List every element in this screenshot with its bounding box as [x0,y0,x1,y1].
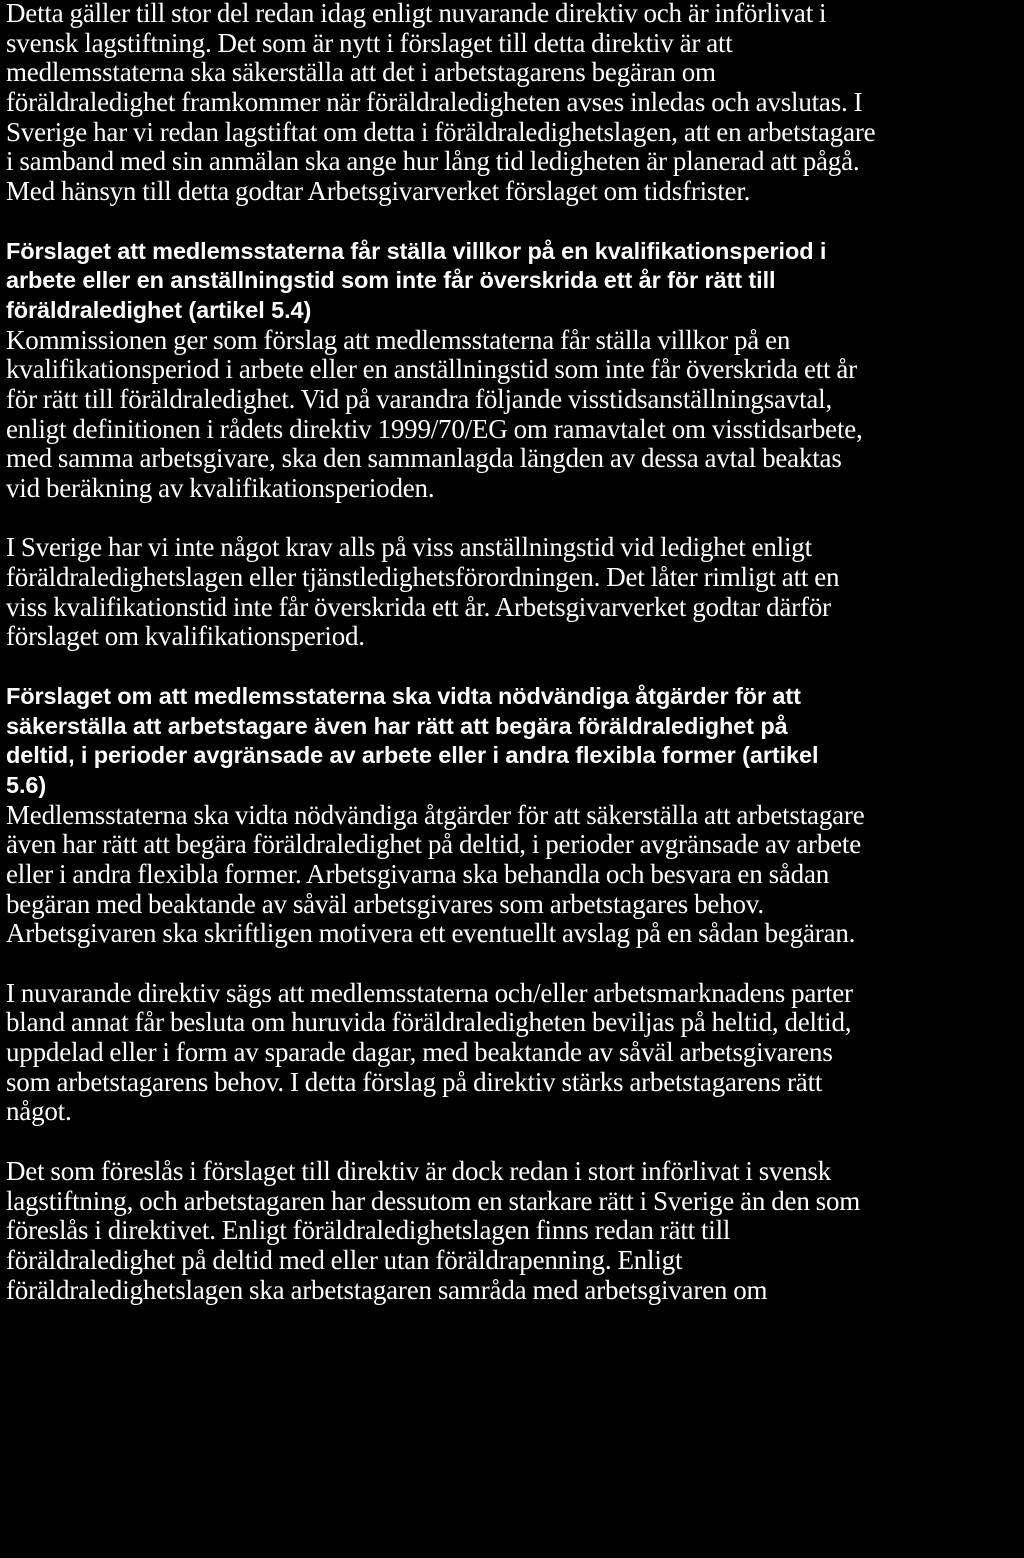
text-line: även har rätt att begära föräldraledighet på deltid, i perioder avgränsade av arbete [6,829,862,860]
heading-line: säkerställa att arbetstagare även har rätt att begära föräldraledighet på [6,712,788,739]
text-line: något. [6,1096,72,1127]
text-line: Arbetsgivaren ska skriftligen motivera ett eventuellt avslag på en sådan begäran. [6,918,856,949]
paragraph-part-time-proposal [6,801,1018,949]
paragraph-gap [6,652,1018,682]
paragraph-gap [6,207,1018,237]
text-line: föräldraledighet framkommer när föräldraledigheten avses inledas och avslutas. I [6,87,863,118]
text-line: i samband med sin anmälan ska ange hur lång tid ledigheten är planerad att pågå. [6,146,860,177]
text-line: Sverige har vi redan lagstiftat om detta i föräldraledighetslagen, att en arbetstagare [6,116,876,147]
text-line: uppdelad eller i form av sparade dagar, med beaktande av såväl arbetsgivarens [6,1037,833,1068]
text-line: som arbetstagarens behov. I detta förslag på direktiv stärks arbetstagarens rätt [6,1066,823,1097]
text-line: föräldraledighetslagen ska arbetstagaren samråda med arbetsgivaren om [6,1274,768,1305]
text-line: Medlemsstaterna ska vidta nödvändiga åtgärder för att säkerställa att arbetstagare [6,799,865,830]
text-line: kvalifikationsperiod i arbete eller en anställningstid som inte får överskrida ett år [6,354,857,385]
text-line: Med hänsyn till detta godtar Arbetsgivarverket förslaget om tidsfrister. [6,176,751,207]
text-line: förslaget om kvalifikationsperiod. [6,621,365,652]
heading-line: 5.6) [6,771,47,798]
paragraph-sweden-qualification [6,533,1018,652]
text-line: I Sverige har vi inte något krav alls på viss anställningstid vid ledighet enligt [6,532,812,563]
paragraph-time-limits [6,0,1018,207]
text-line: föräldraledighetslagen eller tjänstledighetsförordningen. Det låter rimligt att en [6,562,840,593]
text-line: viss kvalifikationstid inte får överskrida ett år. Arbetsgivarverket godtar därför [6,591,831,622]
paragraph-gap [6,949,1018,979]
heading-line: Förslaget om att medlemsstaterna ska vidta nödvändiga åtgärder för att [6,682,801,709]
section-heading-qualification-period [6,237,1018,326]
text-line: medlemsstaterna ska säkerställa att det i arbetstagarens begäran om [6,57,716,88]
text-line: vid beräkning av kvalifikationsperioden. [6,473,435,503]
heading-line: föräldraledighet (artikel 5.4) [6,296,312,323]
text-line: begäran med beaktande av såväl arbetsgivares som arbetstagares behov. [6,888,764,919]
heading-line: arbete eller en anställningstid som inte får överskrida ett år för rätt till [6,267,776,294]
text-line: eller i andra flexibla former. Arbetsgivarna ska behandla och besvara en sådan [6,858,830,889]
paragraph-gap [6,504,1018,534]
text-line: föreslås i direktivet. Enligt föräldraledighetslagen finns redan rätt till [6,1215,731,1246]
paragraph-gap [6,1127,1018,1157]
text-line: föräldraledighet på deltid med eller utan föräldrapenning. Enligt [6,1244,683,1275]
paragraph-qualification-proposal [6,326,1018,504]
document-page [6,0,1018,1305]
text-line: för rätt till föräldraledighet. Vid på varandra följande visstidsanställningsavtal, [6,383,833,414]
heading-line: Förslaget att medlemsstaterna får ställa villkor på en kvalifikationsperiod i [6,237,827,264]
text-line: lagstiftning, och arbetstagaren har dessutom en starkare rätt i Sverige än den som [6,1185,861,1216]
text-line: Detta gäller till stor del redan idag enligt nuvarande direktiv och är införlivat i [6,0,827,28]
section-heading-part-time-leave [6,682,1018,801]
text-line: svensk lagstiftning. Det som är nytt i förslaget till detta direktiv är att [6,27,733,58]
paragraph-swedish-law [6,1157,1018,1305]
text-line: Kommissionen ger som förslag att medlemsstaterna får ställa villkor på en [6,324,791,355]
text-line: enligt definitionen i rådets direktiv 1999/70/EG om ramavtalet om visstidsarbete, [6,413,863,444]
paragraph-current-directive [6,979,1018,1127]
text-line: I nuvarande direktiv sägs att medlemsstaterna och/eller arbetsmarknadens parter [6,977,853,1008]
text-line: Det som föreslås i förslaget till direktiv är dock redan i stort införlivat i svensk [6,1155,831,1186]
heading-line: deltid, i perioder avgränsade av arbete eller i andra flexibla former (artikel [6,742,819,769]
text-line: med samma arbetsgivare, ska den sammanlagda längden av dessa avtal beaktas [6,443,842,474]
text-line: bland annat får besluta om huruvida föräldraledigheten beviljas på heltid, deltid, [6,1007,852,1038]
